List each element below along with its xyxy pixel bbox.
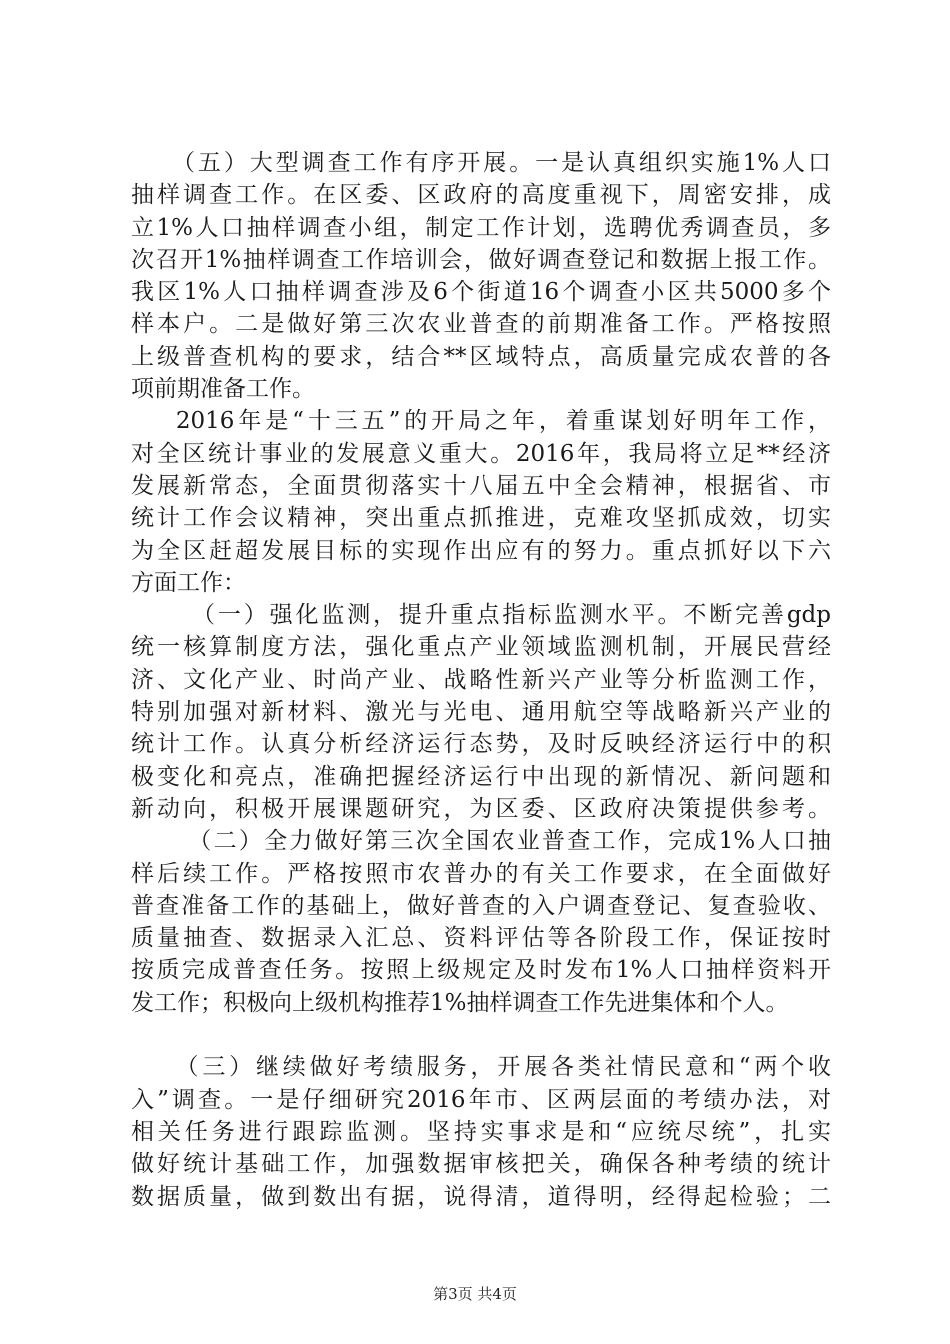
text-line: 立1%人口抽样调查小组，制定工作计划，选聘优秀调查员，多 [131,214,831,241]
text-line: 样本户。二是做好第三次农业普查的前期准备工作。严格按照 [131,311,831,338]
text-line: 发工作；积极向上级机构推荐1%抽样调查工作先进集体和个人。 [131,989,789,1016]
text-line: 质量抽查、数据录入汇总、资料评估等各阶段工作，保证按时 [131,925,831,952]
text-line: 济、文化产业、时尚产业、战略性新兴产业等分析监测工作， [131,666,831,693]
text-line: 为全区赶超发展目标的实现作出应有的努力。重点抓好以下六 [131,537,831,564]
text-line: 对全区统计事业的发展意义重大。2016年，我局将立足**经济 [131,440,831,467]
text-line: 统计工作会议精神，突出重点抓推进，克难攻坚抓成效，切实 [131,505,831,532]
page-number: 第3页 共4页 [433,1285,517,1303]
text-line: 按质完成普查任务。按照上级规定及时发布1%人口抽样资料开 [131,957,831,984]
text-line: 次召开1%抽样调查工作培训会，做好调查登记和数据上报工作。 [131,246,831,273]
text-line: 我区1%人口抽样调查涉及6个街道16个调查小区共5000多个 [131,279,831,306]
text-line: 极变化和亮点，准确把握经济运行中出现的新情况、新问题和 [131,763,831,790]
text-line: （二）全力做好第三次全国农业普查工作，完成1%人口抽 [131,828,831,855]
text-line: 上级普查机构的要求，结合**区域特点，高质量完成农普的各 [131,343,831,370]
paragraph-gap [131,1019,831,1051]
text-line: 入”调查。一是仔细研究2016年市、区两层面的考绩办法，对 [131,1086,831,1113]
page-footer [0,1283,950,1304]
text-line: 样后续工作。严格按照市农普办的有关工作要求，在全面做好 [131,860,831,887]
text-line: 方面工作： [131,569,246,596]
text-line: 新动向，积极开展课题研究，为区委、区政府决策提供参考。 [131,795,831,822]
text-line: 普查准备工作的基础上，做好普查的入户调查登记、复查验收、 [131,892,831,919]
text-line: 统计工作。认真分析经济运行态势，及时反映经济运行中的积 [131,731,831,758]
text-line: （五）大型调查工作有序开展。一是认真组织实施1%人口 [131,150,831,176]
text-line: 抽样调查工作。在区委、区政府的高度重视下，周密安排，成 [131,182,831,209]
text-line: 特别加强对新材料、激光与光电、通用航空等战略新兴产业的 [131,699,831,726]
text-line: 统一核算制度方法，强化重点产业领域监测机制，开展民营经 [131,634,831,661]
text-line: （一）强化监测，提升重点指标监测水平。不断完善gdp [131,602,831,629]
text-line: 项前期准备工作。 [131,376,315,403]
document-body [131,147,831,1213]
text-line: 做好统计基础工作，加强数据审核把关，确保各种考绩的统计 [131,1151,831,1178]
text-line: 发展新常态，全面贯彻落实十八届五中全会精神，根据省、市 [131,472,831,499]
text-line: 数据质量，做到数出有据，说得清，道得明，经得起检验；二 [131,1183,831,1210]
text-line: （三）继续做好考绩服务，开展各类社情民意和“两个收 [131,1054,831,1081]
text-line: 相关任务进行跟踪监测。坚持实事求是和“应统尽统”，扎实 [131,1118,831,1145]
text-line: 2016年是“十三五”的开局之年，着重谋划好明年工作， [131,408,831,435]
